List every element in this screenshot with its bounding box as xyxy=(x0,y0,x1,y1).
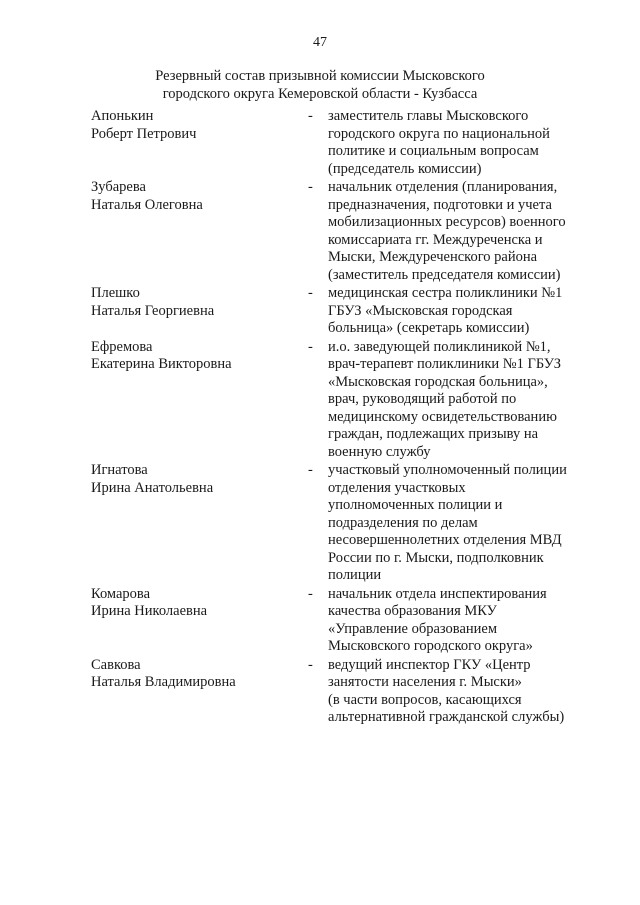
member-role-line: отделения участковых xyxy=(328,479,466,496)
member-role-line: альтернативной гражданской службы) xyxy=(328,709,565,725)
member-role-line: участковый уполномоченный полиции xyxy=(328,462,567,478)
member-name xyxy=(91,108,308,178)
member-entry xyxy=(91,285,591,338)
member-role-line: ГБУЗ «Мысковская городская xyxy=(328,302,513,319)
member-dash: - xyxy=(308,108,313,124)
member-dash: - xyxy=(308,585,313,602)
member-role xyxy=(328,285,588,338)
member-name xyxy=(91,586,308,656)
member-role xyxy=(328,339,588,462)
member-surname: Плешко xyxy=(91,285,140,301)
member-dash: - xyxy=(308,285,313,301)
member-surname: Комарова xyxy=(91,585,151,602)
member-surname: Апонькин xyxy=(91,108,154,124)
member-role xyxy=(328,462,588,585)
member-entry xyxy=(91,339,591,462)
document-title-line-1: Резервный состав призывной комиссии Мысковского xyxy=(155,68,485,84)
member-role-line: ведущий инспектор ГКУ «Центр xyxy=(328,656,531,673)
member-name xyxy=(91,285,308,338)
member-role-line: несовершеннолетних отделения МВД xyxy=(328,532,562,548)
member-name xyxy=(91,462,308,585)
document-title-line-2: городского округа Кемеровской области - Кузбасса xyxy=(162,85,478,102)
member-dash: - xyxy=(308,462,313,478)
member-role-line: комиссариата гг. Междуреченска и xyxy=(328,231,543,248)
member-role-line: занятости населения г. Мыски» xyxy=(328,674,522,690)
member-role-line: Мысковского городского округа» xyxy=(328,638,533,654)
member-surname: Зубарева xyxy=(91,179,146,195)
member-role xyxy=(328,657,588,727)
member-name xyxy=(91,339,308,462)
member-role-line: Мыски, Междуреченского района xyxy=(328,249,538,265)
member-entry xyxy=(91,657,591,727)
member-dash: - xyxy=(308,338,313,355)
page-number: 47 xyxy=(313,35,327,50)
member-given-names: Роберт Петрович xyxy=(91,125,197,142)
member-name xyxy=(91,179,308,284)
document-title xyxy=(60,68,580,103)
member-role-line: начальник отдела инспектирования xyxy=(328,585,547,602)
member-role-line: предназначения, подготовки и учета xyxy=(328,196,552,213)
member-role-line: медицинскому освидетельствованию xyxy=(328,408,557,425)
member-role xyxy=(328,586,588,656)
member-entry xyxy=(91,108,591,178)
member-entry xyxy=(91,179,591,284)
member-role-line: граждан, подлежащих призыву на xyxy=(328,426,539,442)
member-role-line: (в части вопросов, касающихся xyxy=(328,691,522,708)
member-role-line: качества образования МКУ xyxy=(328,603,497,619)
member-surname: Игнатова xyxy=(91,462,148,478)
member-role-line: «Управление образованием xyxy=(328,620,498,637)
member-given-names: Наталья Владимировна xyxy=(91,674,236,690)
member-role xyxy=(328,179,588,284)
member-role-line: «Мысковская городская больница», xyxy=(328,373,548,390)
member-given-names: Наталья Георгиевна xyxy=(91,302,215,319)
member-role-line: городского округа по национальной xyxy=(328,125,550,142)
member-surname: Ефремова xyxy=(91,338,153,355)
member-name xyxy=(91,657,308,727)
member-entry xyxy=(91,462,591,585)
member-role-line: начальник отделения (планирования, xyxy=(328,179,558,195)
member-role-line: (председатель комиссии) xyxy=(328,160,482,177)
member-dash: - xyxy=(308,656,313,673)
member-role-line: политике и социальным вопросам xyxy=(328,143,539,159)
member-role-line: медицинская сестра поликлиники №1 xyxy=(328,285,563,301)
member-role-line: врач-терапевт поликлиники №1 ГБУЗ xyxy=(328,356,562,372)
member-role-line: уполномоченных полиции и xyxy=(328,497,503,513)
member-role-line: и.о. заведующей поликлиникой №1, xyxy=(328,338,551,355)
member-given-names: Наталья Олеговна xyxy=(91,196,203,213)
member-surname: Савкова xyxy=(91,656,141,673)
member-role-line: заместитель главы Мысковского xyxy=(328,108,529,124)
member-dash: - xyxy=(308,179,313,195)
member-given-names: Ирина Анатольевна xyxy=(91,479,214,496)
member-given-names: Екатерина Викторовна xyxy=(91,356,232,372)
member-role-line: (заместитель председателя комиссии) xyxy=(328,266,561,283)
member-role-line: военную службу xyxy=(328,443,431,460)
member-role-line: врач, руководящий работой по xyxy=(328,391,517,407)
member-role xyxy=(328,108,588,178)
member-role-line: мобилизационных ресурсов) военного xyxy=(328,214,566,230)
member-given-names: Ирина Николаевна xyxy=(91,603,208,619)
member-role-line: полиции xyxy=(328,567,382,583)
member-role-line: России по г. Мыски, подполковник xyxy=(328,549,544,566)
member-role-line: подразделения по делам xyxy=(328,514,478,531)
member-entry xyxy=(91,586,591,656)
members-list xyxy=(91,108,591,728)
member-role-line: больница» (секретарь комиссии) xyxy=(328,320,530,336)
